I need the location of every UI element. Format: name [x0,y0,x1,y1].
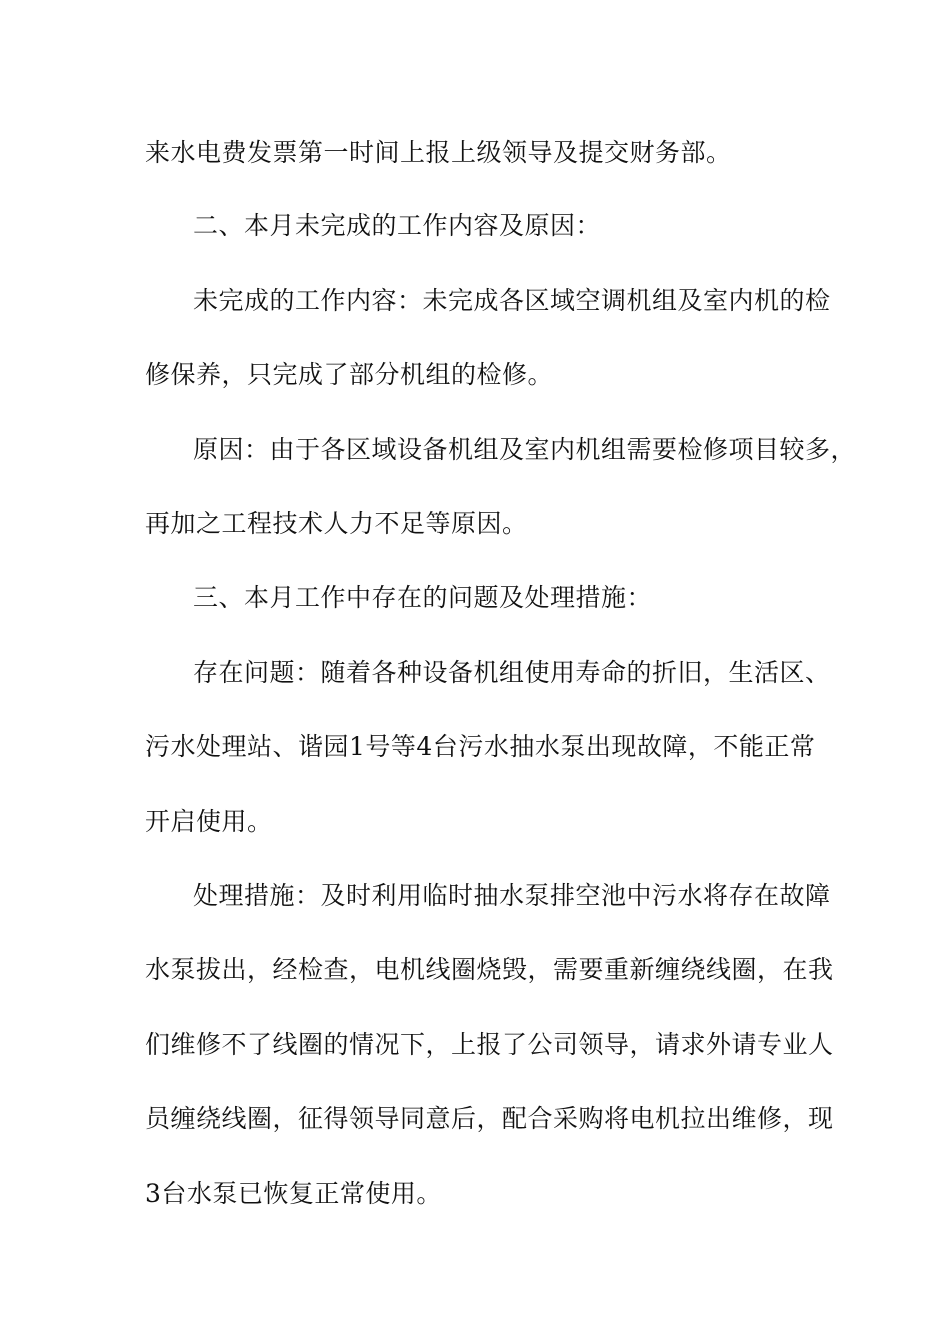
paragraph-line-4: 修保养，只完成了部分机组的检修。 [145,360,554,389]
paragraph-line-6: 再加之工程技术人力不足等原因。 [145,509,528,538]
paragraph-line-1: 来水电费发票第一时间上报上级领导及提交财务部。 [145,138,732,167]
section-heading-problems-and-measures: 三、本月工作中存在的问题及处理措施： [193,583,653,612]
paragraph-line-12: 水泵拔出，经检查，电机线圈烧毁，需要重新缠绕线圈，在我 [145,955,834,984]
paragraph-line-14: 员缠绕线圈，征得领导同意后，配合采购将电机拉出维修，现 [145,1104,834,1133]
paragraph-line-11: 处理措施：及时利用临时抽水泵排空池中污水将存在故障 [193,881,831,910]
paragraph-line-5: 原因：由于各区域设备机组及室内机组需要检修项目较多， [193,435,857,464]
paragraph-line-15: 3台水泵已恢复正常使用。 [145,1179,442,1208]
paragraph-line-3: 未完成的工作内容：未完成各区域空调机组及室内机的检 [193,286,831,315]
paragraph-line-13: 们维修不了线圈的情况下，上报了公司领导，请求外请专业人 [145,1030,834,1059]
paragraph-line-8: 存在问题：随着各种设备机组使用寿命的折旧，生活区、 [193,658,831,687]
section-heading-unfinished-work: 二、本月未完成的工作内容及原因： [193,211,602,240]
paragraph-line-10: 开启使用。 [145,807,273,836]
paragraph-line-9: 污水处理站、谐园1号等4台污水抽水泵出现故障，不能正常 [145,732,816,761]
